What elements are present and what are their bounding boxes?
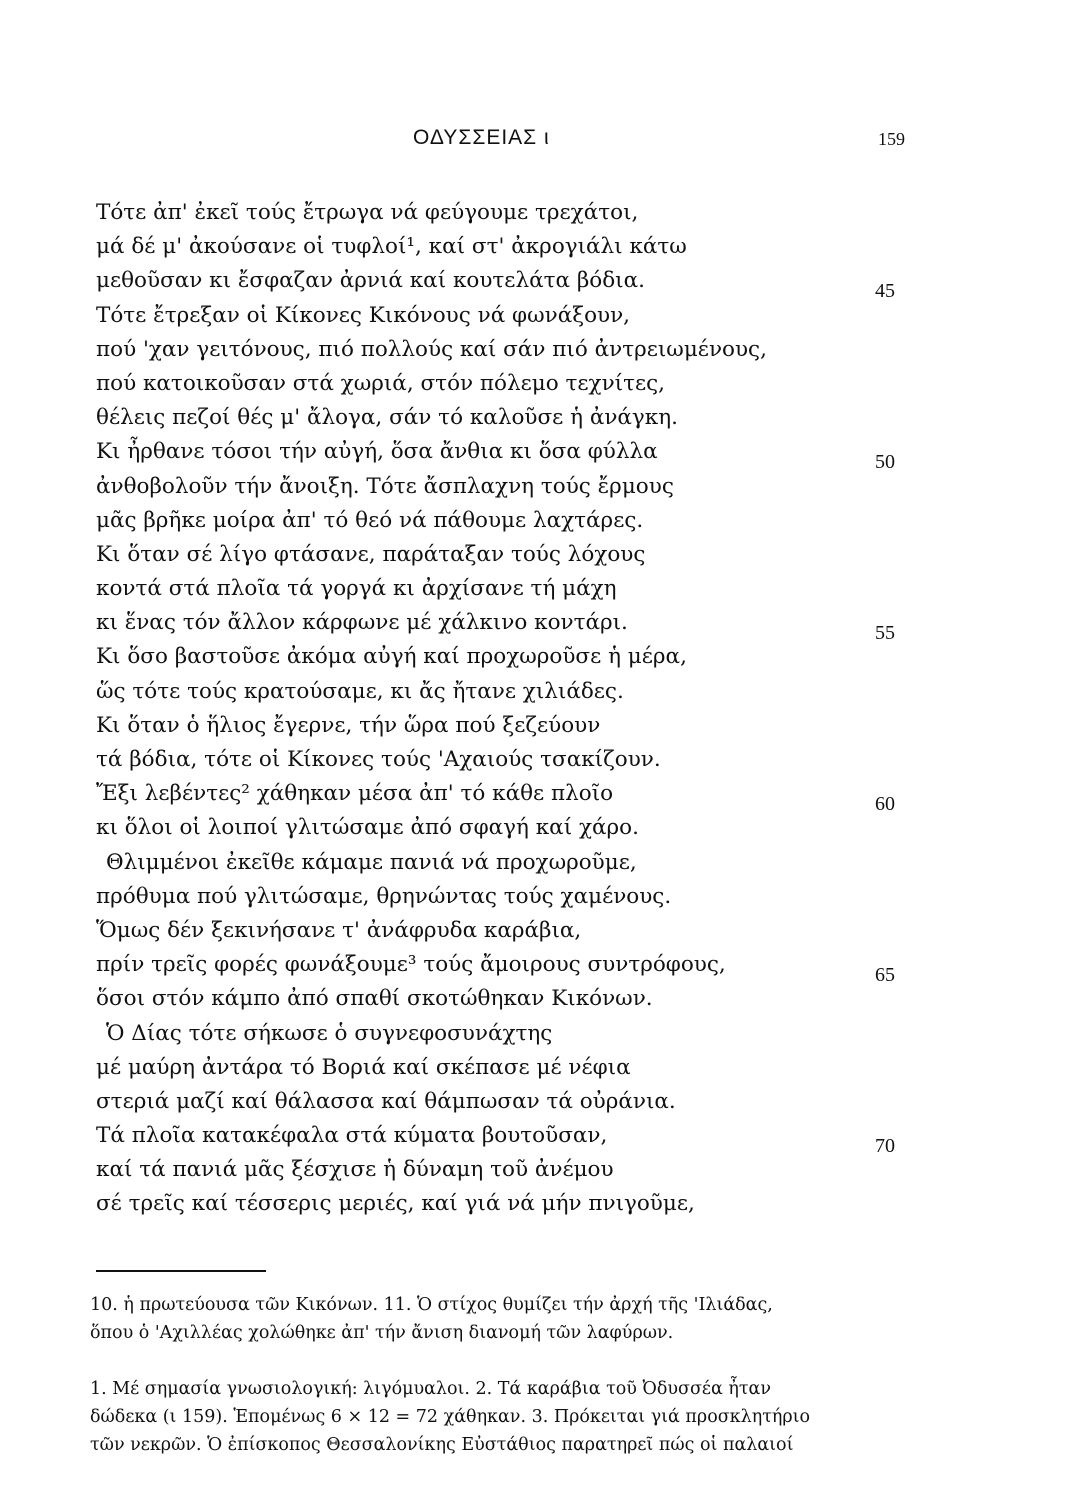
- verse-text: κι ὅλοι οἱ λοιποί γλιτώσαμε ἀπό σφαγή καί χάρο.: [96, 815, 639, 841]
- page-number: 159: [878, 129, 905, 149]
- verse-line: [0, 777, 1085, 816]
- verse-text: Τότε ἀπ' ἐκεῖ τούς ἔτρωγα νά φεύγουμε τρεχάτοι,: [96, 200, 639, 225]
- verse-line: [0, 1187, 1085, 1221]
- verse-text: στεριά μαζί καί θάλασσα καί θάμπωσαν τά οὐράνια.: [96, 1088, 676, 1114]
- verse-text: σέ τρεῖς καί τέσσερις μεριές, καί γιά νά μήν πνιγοῦμε,: [96, 1191, 695, 1217]
- verse-text: θέλεις πεζοί θές μ' ἄλογα, σάν τό καλοῦσε ἡ ἀνάγκη.: [96, 405, 678, 431]
- verse-text: Κι ἦρθανε τόσοι τήν αὐγή, ὅσα ἄνθια κι ὅσα φύλλα: [96, 439, 658, 465]
- verse-line: [0, 367, 1085, 401]
- verse-text: Κι ὅταν ὁ ἥλιος ἔγερνε, τήν ὥρα πού ξεζεύουν: [96, 712, 601, 738]
- verse-text: κοντά στά πλοῖα τά γοργά κι ἀρχίσανε τή μάχη: [96, 576, 617, 602]
- verse-text: ὥς τότε τούς κρατούσαμε, κι ἄς ἤτανε χιλιάδες.: [96, 678, 624, 704]
- verse-text: Ὅμως δέν ξεκινήσανε τ' ἀνάφρυδα καράβια,: [96, 917, 582, 943]
- line-number: 65: [875, 964, 895, 987]
- verse-line: [0, 846, 1085, 880]
- verse-text: μά δέ μ' ἀκούσανε οἱ τυφλοί¹, καί στ' ἀκρογιάλι κάτω: [96, 234, 687, 260]
- verse-text: πού κατοικοῦσαν στά χωριά, στόν πόλεμο τεχνίτες,: [96, 370, 665, 396]
- verse-line: [0, 914, 1085, 948]
- footnote-line: ὅπου ὁ 'Αχιλλέας χολώθηκε ἀπ' τήν ἄνιση διανομή τῶν λαφύρων.: [90, 1323, 674, 1343]
- verse-line: [0, 640, 1085, 674]
- verse-text: πρόθυμα πού γλιτώσαμε, θρηνώντας τούς χαμένους.: [96, 883, 672, 909]
- verse-line: [0, 333, 1085, 367]
- verse-line: [0, 675, 1085, 709]
- verse-text: μεθοῦσαν κι ἔσφαζαν ἀρνιά καί κουτελάτα βόδια.: [96, 268, 645, 294]
- verse-line: [0, 880, 1085, 914]
- verse-line: [0, 470, 1085, 504]
- verse-line: [0, 606, 1085, 645]
- verse-line: [0, 538, 1085, 572]
- footnote-line: 10. ἡ πρωτεύουσα τῶν Κικόνων. 11. Ὁ στίχος θυμίζει τήν ἀρχή τῆς 'Ιλιάδας,: [90, 1295, 773, 1315]
- verse-text: Ὁ Δίας τότε σήκωσε ὁ συγνεφοσυνάχτης: [106, 1020, 553, 1046]
- verse-line: [0, 196, 1085, 230]
- line-number: 70: [875, 1135, 895, 1158]
- verse-line: [0, 709, 1085, 743]
- verse-line: [0, 1017, 1085, 1051]
- verse-line: [0, 401, 1085, 435]
- verse-line: [0, 299, 1085, 333]
- verse-text: Τά πλοῖα κατακέφαλα στά κύματα βουτοῦσαν,: [96, 1123, 608, 1149]
- footnotes-translation: [90, 1375, 920, 1459]
- verse-line: [0, 1051, 1085, 1085]
- line-number: 45: [875, 280, 895, 303]
- verse-line: [0, 264, 1085, 303]
- verse-text: Κι ὅσο βαστοῦσε ἀκόμα αὐγή καί προχωροῦσε ἡ μέρα,: [96, 644, 687, 670]
- footnote-line: δώδεκα (ι 159). Ἑπομένως 6 × 12 = 72 χάθηκαν. 3. Πρόκειται γιά προσκλητήριο: [90, 1407, 811, 1427]
- verse-line: [0, 572, 1085, 606]
- verse-text: Θλιμμένοι ἐκεῖθε κάμαμε πανιά νά προχωροῦμε,: [106, 849, 637, 875]
- verse-line: [0, 230, 1085, 264]
- verse-line: [0, 982, 1085, 1016]
- verse-text: ἀνθοβολοῦν τήν ἄνοιξη. Τότε ἄσπλαχνη τούς ἔρμους: [96, 473, 674, 499]
- verse-text: Κι ὅταν σέ λίγο φτάσανε, παράταξαν τούς λόχους: [96, 541, 646, 567]
- verse-text: πρίν τρεῖς φορές φωνάξουμε³ τούς ἄμοιρους συντρόφους,: [96, 952, 726, 978]
- verse-line: [0, 1085, 1085, 1119]
- verse-line: [0, 811, 1085, 845]
- line-number: 60: [875, 793, 895, 816]
- verse-text: μᾶς βρῆκε μοίρα ἀπ' τό θεό νά πάθουμε λαχτάρες.: [96, 507, 644, 533]
- line-number: 55: [875, 622, 895, 645]
- footnote-line: 1. Μέ σημασία γνωσιολογική: λιγόμυαλοι. 2. Τά καράβια τοῦ Ὀδυσσέα ἦταν: [90, 1379, 771, 1399]
- verse-text: πού 'χαν γειτόνους, πιό πολλούς καί σάν πιό ἀντρειωμένους,: [96, 336, 767, 362]
- running-header: [0, 126, 1085, 156]
- verse-text: Ἔξι λεβέντες² χάθηκαν μέσα ἀπ' τό κάθε πλοῖο: [96, 781, 614, 807]
- header-title: ΟΔΥΣΣΕΙΑΣ ι: [413, 126, 550, 149]
- verse-text: κι ἕνας τόν ἄλλον κάρφωνε μέ χάλκινο κοντάρι.: [96, 610, 628, 636]
- verse-text: ὅσοι στόν κάμπο ἀπό σπαθί σκοτώθηκαν Κικόνων.: [96, 986, 653, 1012]
- verse-text: καί τά πανιά μᾶς ξέσχισε ἡ δύναμη τοῦ ἀνέμου: [96, 1157, 614, 1183]
- verse-line: [0, 504, 1085, 538]
- footnote-divider: [96, 1270, 266, 1272]
- verse-text: τά βόδια, τότε οἱ Κίκονες τούς 'Αχαιούς τσακίζουν.: [96, 747, 661, 772]
- verse-line: [0, 435, 1085, 474]
- verse-block: [0, 196, 1085, 1222]
- verse-text: Τότε ἔτρεξαν οἱ Κίκονες Κικόνους νά φωνάξουν,: [96, 302, 630, 328]
- verse-text: μέ μαύρη ἀντάρα τό Βοριά καί σκέπασε μέ νέφια: [96, 1054, 631, 1080]
- verse-line: [0, 1153, 1085, 1187]
- verse-line: [0, 1119, 1085, 1158]
- verse-line: [0, 743, 1085, 777]
- footnotes-original: [90, 1291, 920, 1347]
- footnote-line: τῶν νεκρῶν. Ὁ ἐπίσκοπος Θεσσαλονίκης Εὐστάθιος παρατηρεῖ πώς οἱ παλαιοί: [90, 1435, 794, 1455]
- line-number: 50: [875, 451, 895, 474]
- verse-line: [0, 948, 1085, 987]
